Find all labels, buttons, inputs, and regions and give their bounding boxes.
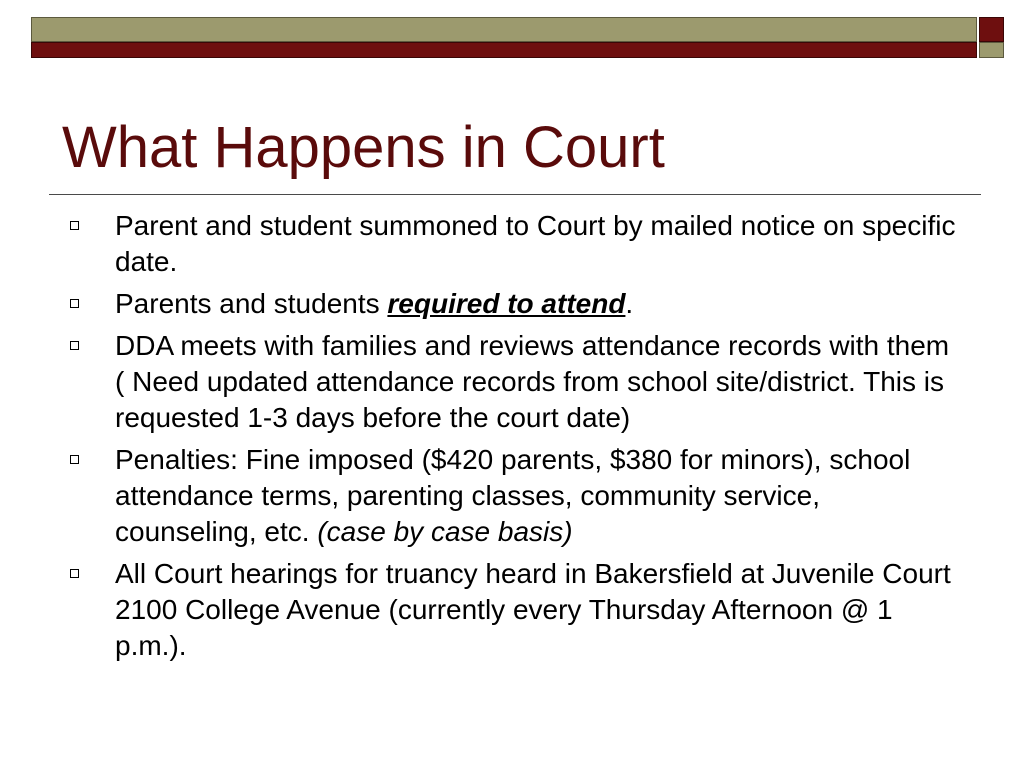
bullet-item-attendance-required [60, 286, 960, 322]
header-square-maroon [979, 17, 1004, 42]
header-bar-olive [31, 17, 977, 42]
hollow-square-bullet-icon [70, 221, 79, 230]
bullet-list [60, 208, 967, 670]
header-bar-maroon [31, 42, 977, 58]
slide-title: What Happens in Court [62, 115, 665, 180]
bullet-item-penalties [60, 442, 960, 550]
title-divider [49, 194, 981, 195]
required-emphasis: required to attend [387, 288, 626, 319]
hollow-square-bullet-icon [70, 299, 79, 308]
bullet-item-dda-review [60, 328, 960, 436]
case-basis-note: (case by case basis) [317, 516, 573, 547]
bullet-text: All Court hearings for truancy heard in Bakersfield at Juvenile Court 2100 College Avenue (currently every Thursday Afternoon @ 1 p.m.). [115, 558, 967, 661]
bullet-item-hearing-location [60, 556, 967, 664]
bullet-text: DDA meets with families and reviews attendance records with them ( Need updated attendance records from school site/district. This is requested 1-3 days before the court date) [115, 330, 950, 433]
bullet-text: Parents and students [115, 288, 388, 319]
header-square-olive [979, 42, 1004, 58]
hollow-square-bullet-icon [70, 341, 79, 350]
hollow-square-bullet-icon [70, 569, 79, 578]
bullet-text: Penalties: Fine imposed ($420 parents, $380 for minors), school attendance terms, parenting classes, community service, counseling, etc. [115, 444, 911, 547]
bullet-text-end: . [625, 288, 634, 319]
hollow-square-bullet-icon [70, 455, 79, 464]
bullet-item-summons [60, 208, 960, 280]
bullet-text: Parent and student summoned to Court by mailed notice on specific date. [115, 210, 956, 277]
